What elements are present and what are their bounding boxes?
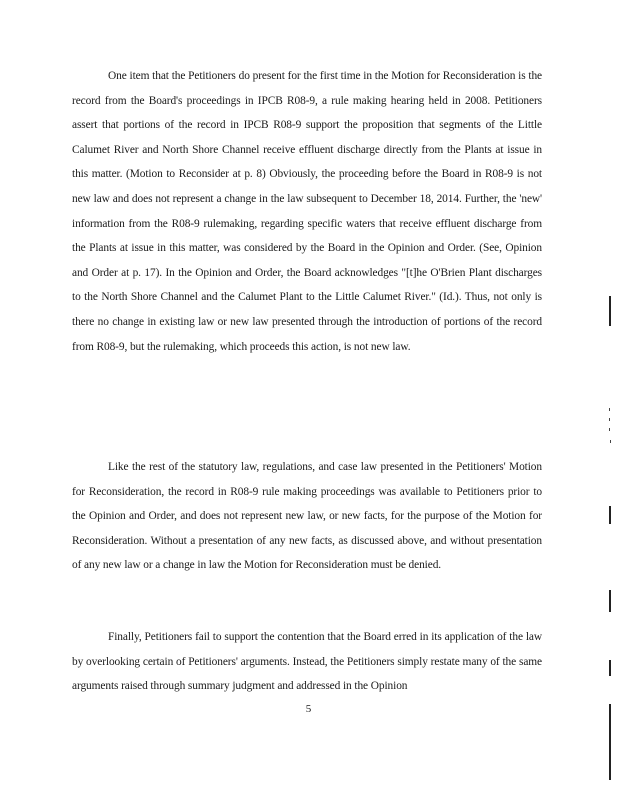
margin-revision-bar [609, 704, 611, 780]
margin-revision-bar [609, 296, 611, 326]
margin-revision-bar [609, 506, 611, 524]
paragraph-1-text: One item that the Petitioners do present for the first time in the Motion for Reconsideration is the record from the Board's proceedings in IPCB R08-9, a rule making hearing held in 2008. Petitioners assert that portions of the record in IPCB R08-9 support the proposition that segments of the Little Calumet River and North Shore Channel receive effluent discharge directly from the Plants at issue in this matter. (Motion to Reconsider at p. 8) Obviously, the proceeding before the Board in R08-9 is not new law and does not represent a change in the law subsequent to December 18, 2014. Further, the 'new' information from the R08-9 rulemaking, regarding specific waters that receive effluent discharge from the Plants at issue in this matter, was considered by the Board in the Opinion and Order. (See, Opinion and Order at p. 17). In the Opinion and Order, the Board acknowledges "[t]he O'Brien Plant discharges to the North Shore Channel and the Calumet Plant to the Little Calumet River." (Id.). Thus, not only is there no change in existing law or new law presented through the introduction of portions of the record from R08-9, but the rulemaking, which proceeds this action, is not new law. [72, 70, 542, 353]
margin-scan-mark [610, 440, 611, 443]
margin-scan-mark [609, 418, 610, 421]
margin-revision-bar [609, 590, 611, 612]
paragraph-2-text: Like the rest of the statutory law, regulations, and case law presented in the Petitioners' Motion for Reconsideration, the record in R08-9 rule making proceedings was available to Petitioners prior to the Opinion and Order, and does not represent new law, or new facts, for the purpose of the Motion for Reconsideration. Without a presentation of any new facts, as discussed above, and without presentation of any new law or a change in law the Motion for Reconsideration must be denied. [72, 461, 542, 572]
page-number: 5 [305, 703, 312, 715]
paragraph-3-text: Finally, Petitioners fail to support the contention that the Board erred in its application of the law by overlooking certain of Petitioners' arguments. Instead, the Petitioners simply restate many of the same arguments raised through summary judgment and addressed in the Opinion [72, 631, 542, 693]
margin-scan-mark [609, 408, 610, 411]
paragraph-1 [72, 64, 542, 359]
paragraph-3 [72, 625, 542, 699]
margin-revision-bar [609, 660, 611, 676]
margin-scan-mark [609, 428, 610, 431]
paragraph-2 [72, 455, 542, 578]
